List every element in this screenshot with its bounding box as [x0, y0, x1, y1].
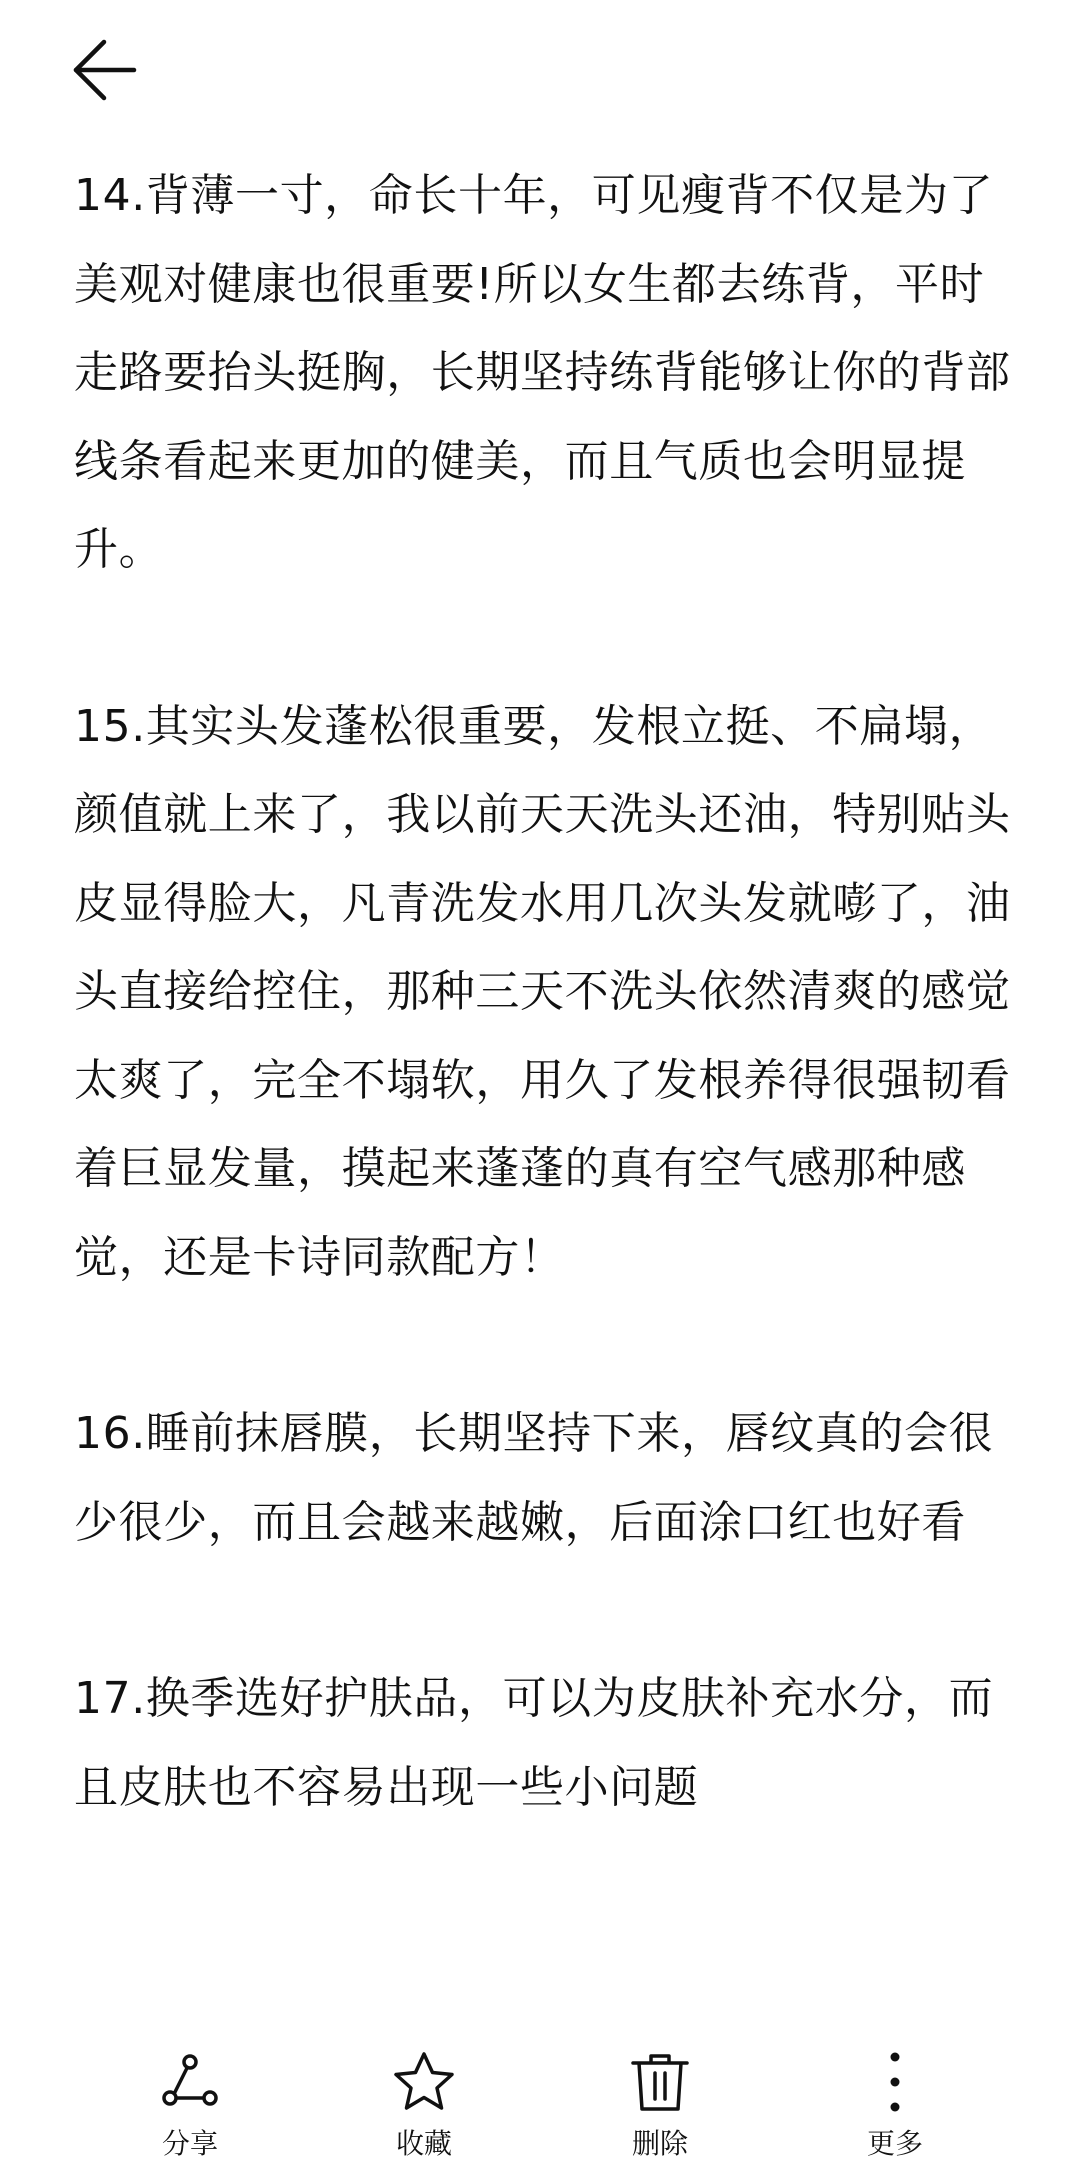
note-content [74, 152, 1024, 1920]
favorite-label: 收藏 [395, 2127, 452, 2160]
top-bar [0, 0, 1080, 150]
more-label: 更多 [866, 2127, 923, 2160]
arrow-left-icon [68, 34, 140, 106]
favorite-button[interactable] [344, 2046, 504, 2176]
star-icon [388, 2046, 460, 2118]
bottom-action-bar [0, 2020, 1080, 2184]
trash-icon [624, 2046, 696, 2118]
more-button[interactable] [815, 2046, 975, 2176]
back-button[interactable] [62, 28, 146, 112]
note-paragraph-14: 14.背薄一寸，命长十年，可见瘦背不仅是为了美观对健康也很重要!所以女生都去练背，平时走路要抬头挺胸，长期坚持练背能够让你的背部线条看起来更加的健美，而且气质也会明显提升。 [74, 170, 1011, 575]
note-paragraph-16: 16.睡前抹唇膜，长期坚持下来，唇纹真的会很少很少，而且会越来越嫩，后面涂口红也好看 [74, 1408, 994, 1548]
share-button[interactable] [110, 2046, 270, 2176]
more-vertical-icon [859, 2046, 931, 2118]
share-label: 分享 [161, 2127, 218, 2160]
delete-label: 删除 [631, 2127, 688, 2160]
share-icon [154, 2046, 226, 2118]
note-paragraph-17: 17.换季选好护肤品，可以为皮肤补充水分，而且皮肤也不容易出现一些小问题 [74, 1673, 994, 1813]
delete-button[interactable] [580, 2046, 740, 2176]
note-paragraph-15: 15.其实头发蓬松很重要，发根立挺、不扁塌，颜值就上来了，我以前天天洗头还油，特别贴头皮显得脸大，凡青洗发水用几次头发就嘭了，油头直接给控住，那种三天不洗头依然清爽的感觉太爽了，完全不塌软，用久了发根养得很强韧看着巨显发量，摸起来蓬蓬的真有空气感那种感觉，还是卡诗同款配方！ [74, 700, 1011, 1283]
